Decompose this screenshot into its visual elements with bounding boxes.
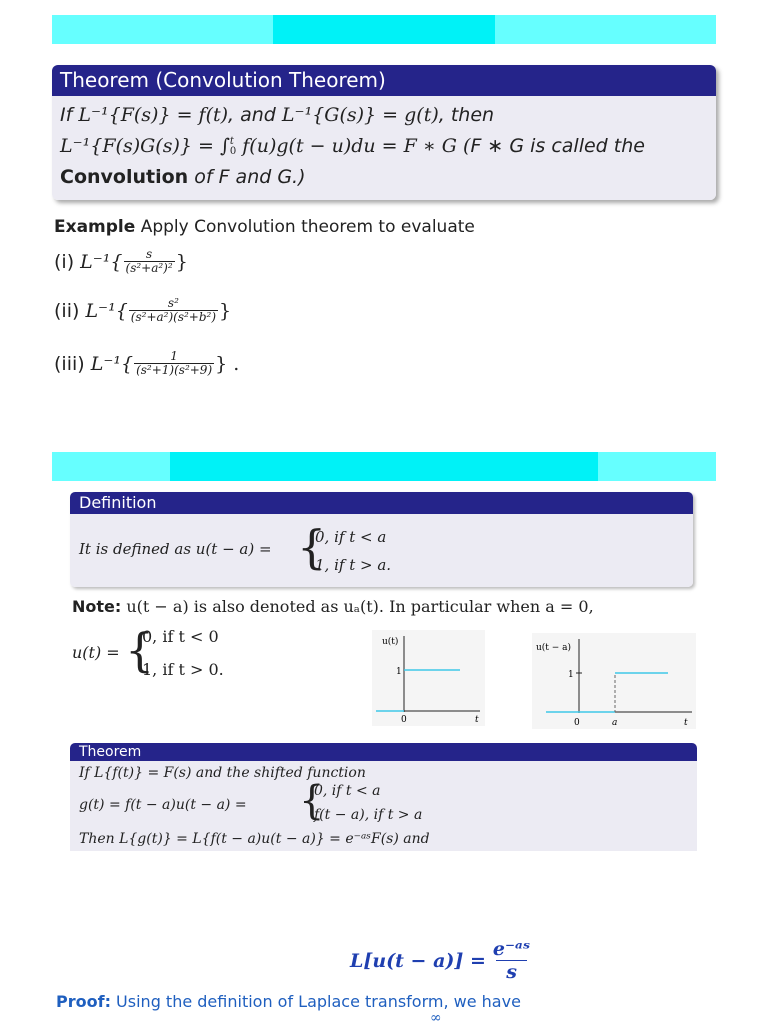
shift-theorem-line-1: If L{f(t)} = F(s) and the shifted function: [79, 765, 366, 781]
theorem-then: , then: [438, 104, 495, 126]
proof-label: Proof:: [56, 992, 111, 1011]
fraction-numerator: s: [146, 247, 153, 261]
example-item-1-suffix: }: [175, 250, 188, 273]
fraction-denominator: (s²+a²)(s²+b²): [130, 310, 217, 324]
slide2-header-highlight: [170, 452, 598, 481]
plot1-tick-y: 1: [396, 667, 402, 677]
plot2-xlabel: t: [684, 718, 688, 728]
example-item-2-fraction: [129, 297, 218, 324]
unit-step-case-2: 1, if t > 0.: [142, 660, 224, 679]
proof-text: Using the definition of Laplace transform, we have: [110, 992, 521, 1011]
example-item-3-suffix: } .: [215, 352, 240, 375]
plot2-tick-y: 1: [568, 670, 574, 680]
unit-step-lhs: u(t) =: [72, 643, 120, 662]
unit-step-plot-svg: [372, 630, 485, 726]
definition-case-2: 1, if t > a.: [315, 556, 392, 574]
theorem-and: , and: [228, 104, 282, 126]
theorem-line-2: [60, 131, 708, 162]
plot2-tick-x0: 0: [574, 718, 580, 728]
integral-upper-limit: t: [229, 135, 234, 147]
shift-theorem-line-2: g(t) = f(t − a)u(t − a) =: [79, 797, 247, 813]
slide1-header-highlight: [273, 15, 495, 44]
unit-step-plot: [372, 630, 485, 726]
plot1-ylabel: u(t): [382, 637, 399, 647]
theorem-line-1: [60, 100, 708, 131]
note-line: [72, 597, 594, 616]
fraction-numerator: s²: [167, 296, 179, 310]
laplace-unit-step-formula: [350, 938, 533, 983]
plot2-ylabel: u(t − a): [536, 643, 572, 653]
formula-lhs: L[u(t − a)] =: [350, 949, 486, 972]
theorem-line2-rhs: f(u)g(t − u)du = F ∗ G (: [236, 135, 471, 157]
integral-lower-limit: 0: [229, 145, 237, 157]
formula-numerator: e⁻ᵃˢ: [492, 938, 531, 960]
example-item-3-fraction: [134, 350, 214, 377]
plot2-tick-xa: a: [612, 718, 618, 728]
example-item-2-op: L⁻¹{: [85, 299, 128, 322]
convolution-theorem-block: [52, 65, 716, 200]
theorem-if: If: [60, 104, 79, 126]
example-item-3: [54, 350, 239, 377]
example-label: Example: [54, 217, 136, 237]
definition-text: It is defined as u(t − a) =: [79, 540, 272, 558]
unit-step-brace: {: [125, 623, 155, 677]
theorem-title: Theorem (Convolution Theorem): [60, 68, 386, 92]
shift-theorem-title: Theorem: [79, 744, 142, 760]
plot1-xlabel: t: [475, 715, 479, 725]
definition-block: [70, 492, 693, 587]
shift-theorem-line-3: Then L{g(t)} = L{f(t − a)u(t − a)} = e⁻ᵃˢF(s) and: [79, 831, 430, 847]
definition-title: Definition: [79, 493, 157, 512]
definition-title-bar: [70, 492, 693, 514]
example-item-3-prefix: (iii): [54, 352, 85, 375]
note-text: u(t − a) is also denoted as uₐ(t). In particular when a = 0,: [121, 597, 594, 616]
shift-theorem-case-1: 0, if t < a: [314, 783, 381, 799]
fraction-denominator: (s²+1)(s²+9): [136, 363, 213, 377]
fraction-numerator: 1: [170, 349, 178, 363]
definition-body: [70, 514, 693, 587]
proof-line: [56, 992, 521, 1011]
example-item-1-op: L⁻¹{: [80, 250, 123, 273]
theorem-line2-note: F ∗ G is called the: [470, 135, 645, 157]
example-item-2-suffix: }: [219, 299, 232, 322]
example-item-2-prefix: (ii): [54, 299, 80, 322]
shift-theorem-block: [70, 743, 697, 851]
shift-theorem-body: [70, 761, 697, 851]
convolution-term: Convolution: [60, 166, 189, 188]
theorem-line2-lhs: L⁻¹{F(s)G(s)} = ∫: [60, 135, 230, 157]
theorem-title-bar: [52, 65, 716, 96]
example-heading: [54, 217, 475, 237]
unit-step-case-1: 0, if t < 0: [142, 627, 219, 646]
fraction-denominator: (s²+a²)²: [125, 261, 173, 275]
formula-fraction: [490, 938, 533, 983]
definition-brace: {: [297, 520, 327, 574]
theorem-eq2: L⁻¹{G(s)} = g(t): [281, 104, 439, 126]
theorem-line-3: [60, 162, 708, 193]
shifted-unit-step-plot-svg: [532, 633, 696, 729]
example-item-1-prefix: (i): [54, 250, 75, 273]
shifted-unit-step-plot: [532, 633, 696, 729]
definition-case-1: 0, if t < a: [315, 528, 387, 546]
example-item-2: [54, 297, 231, 324]
theorem-line3-rest: of F and G.): [188, 166, 306, 188]
theorem-body: [52, 96, 716, 200]
theorem-eq1: L⁻¹{F(s)} = f(t): [78, 104, 229, 126]
shift-theorem-brace: {: [299, 778, 325, 824]
formula-denominator: s: [496, 960, 527, 983]
shift-theorem-case-2: f(t − a), if t > a: [314, 807, 423, 823]
example-item-3-op: L⁻¹{: [90, 352, 134, 375]
shift-theorem-title-bar: [70, 743, 697, 761]
plot1-tick-x0: 0: [401, 715, 407, 725]
proof-integral-limit: ∞: [430, 1010, 442, 1026]
note-label: Note:: [72, 597, 122, 616]
example-text: Apply Convolution theorem to evaluate: [135, 217, 475, 237]
example-item-1-fraction: [124, 248, 175, 275]
example-item-1: [54, 248, 188, 275]
